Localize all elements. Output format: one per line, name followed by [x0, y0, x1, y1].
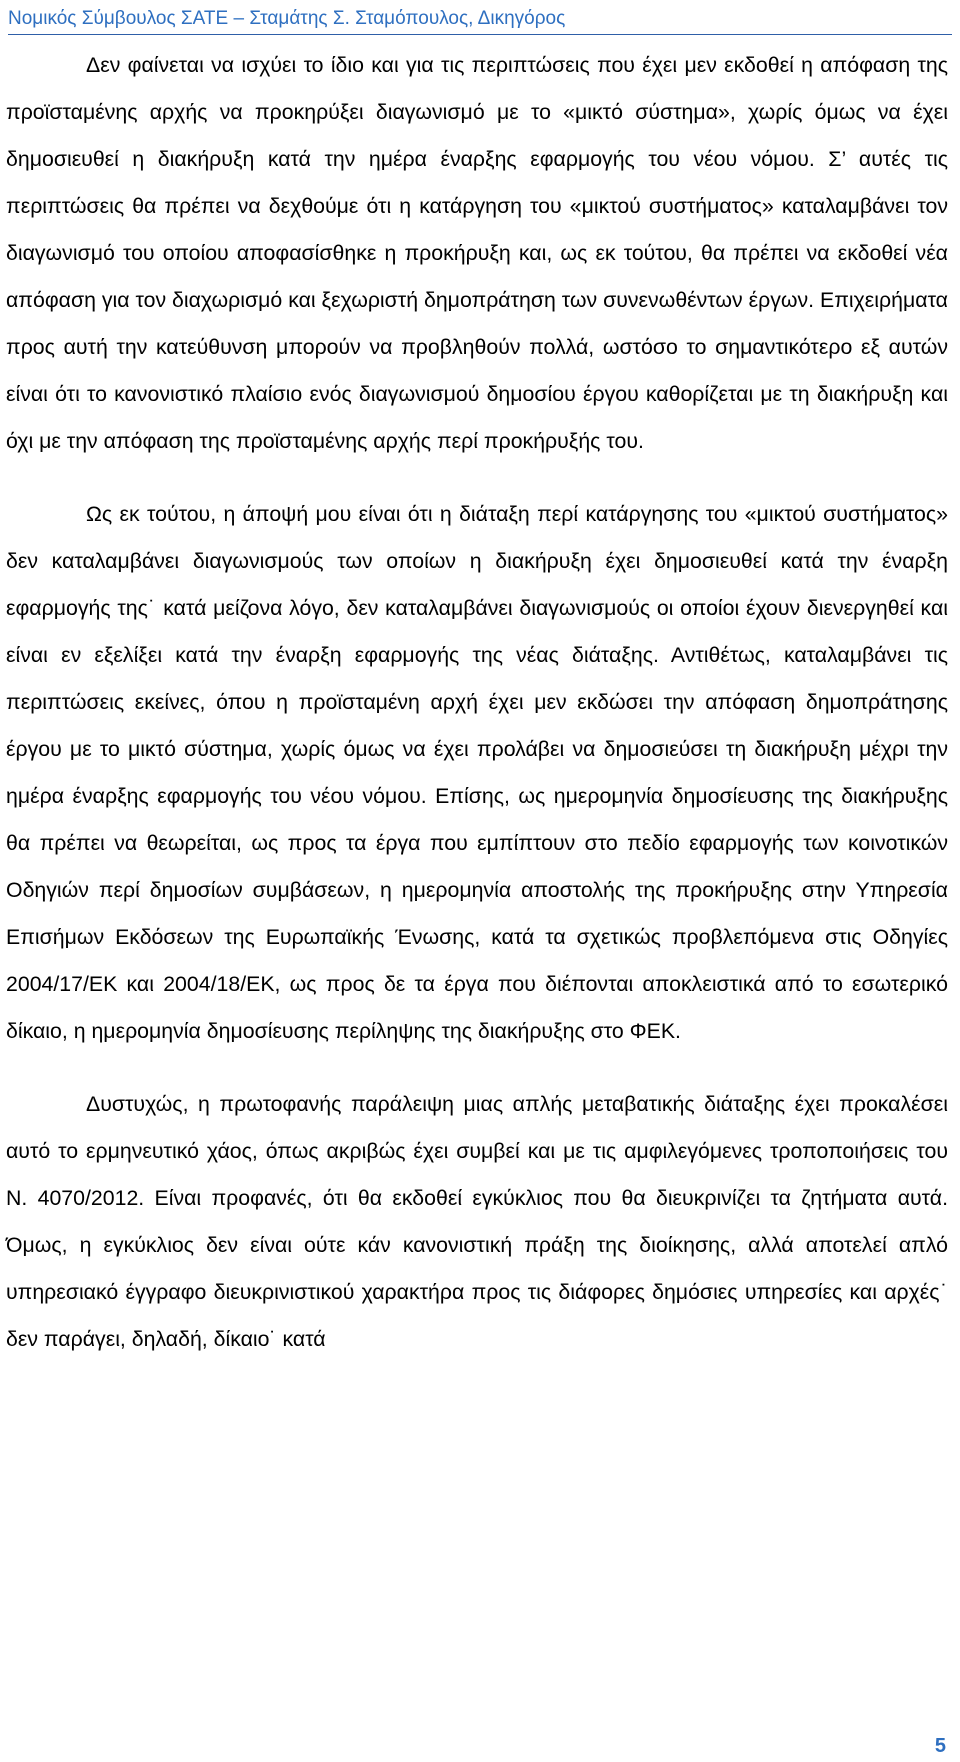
page-header	[8, 6, 952, 35]
paragraph-1: Δεν φαίνεται να ισχύει το ίδιο και για τις περιπτώσεις που έχει μεν εκδοθεί η απόφαση της προϊσταμένης αρχής να προκηρύξει διαγωνισμό με το «μικτό σύστημα», χωρίς όμως να έχει δημοσιευθεί η διακήρυξη κατά την ημέρα έναρξης εφαρμογής του νέου νόμου. Σ’ αυτές τις περιπτώσεις θα πρέπει να δεχθούμε ότι η κατάργηση του «μικτού συστήματος» καταλαμβάνει τον διαγωνισμό του οποίου αποφασίσθηκε η προκήρυξη και, ως εκ τούτου, θα πρέπει να εκδοθεί νέα απόφαση για τον διαχωρισμό και ξεχωριστή δημοπράτηση των συνενωθέντων έργων. Επιχειρήματα προς αυτή την κατεύθυνση μπορούν να προβληθούν πολλά, ωστόσο το σημαντικότερο εξ αυτών είναι ότι το κανονιστικό πλαίσιο ενός διαγωνισμού δημοσίου έργου καθορίζεται με τη διακήρυξη και όχι με την απόφαση της προϊσταμένης αρχής περί προκήρυξής του.	[6, 53, 948, 453]
page-number: 5	[934, 1735, 946, 1757]
header-title: Νομικός Σύμβουλος ΣΑΤΕ – Σταμάτης Σ. Σταμόπουλος, Δικηγόρος	[8, 8, 566, 29]
paragraph-2: Ως εκ τούτου, η άποψή μου είναι ότι η διάταξη περί κατάργησης του «μικτού συστήματος» δεν καταλαμβάνει διαγωνισμούς των οποίων η διακήρυξη έχει δημοσιευθεί κατά την έναρξη εφαρμογής της˙ κατά μείζονα λόγο, δεν καταλαμβάνει διαγωνισμούς οι οποίοι έχουν διενεργηθεί και είναι εν εξελίξει κατά την έναρξη εφαρμογής της νέας διάταξης. Αντιθέτως, καταλαμβάνει τις περιπτώσεις εκείνες, όπου η προϊσταμένη αρχή έχει μεν εκδώσει την απόφαση δημοπράτησης έργου με το μικτό σύστημα, χωρίς όμως να έχει προλάβει να δημοσιεύσει τη διακήρυξη μέχρι την ημέρα έναρξης εφαρμογής του νέου νόμου. Επίσης, ως ημερομηνία δημοσίευσης της διακήρυξης θα πρέπει να θεωρείται, ως προς τα έργα που εμπίπτουν στο πεδίο εφαρμογής των κοινοτικών Οδηγιών περί δημοσίων συμβάσεων, η ημερομηνία αποστολής της προκήρυξης στην Υπηρεσία Επισήμων Εκδόσεων της Ευρωπαϊκής Ένωσης, κατά τα σχετικώς προβλεπόμενα στις Οδηγίες 2004/17/ΕΚ και 2004/18/ΕΚ, ως προς δε τα έργα που διέπονται αποκλειστικά από το εσωτερικό δίκαιο, η ημερομηνία δημοσίευσης περίληψης της διακήρυξης στο ΦΕΚ.	[6, 502, 948, 1043]
paragraph-3: Δυστυχώς, η πρωτοφανής παράλειψη μιας απλής μεταβατικής διάταξης έχει προκαλέσει αυτό το ερμηνευτικό χάος, όπως ακριβώς έχει συμβεί και με τις αμφιλεγόμενες τροποποιήσεις του Ν. 4070/2012. Είναι προφανές, ότι θα εκδοθεί εγκύκλιος που θα διευκρινίζει τα ζητήματα αυτά. Όμως, η εγκύκλιος δεν είναι ούτε κάν κανονιστική πράξη της διοίκησης, αλλά αποτελεί απλό υπηρεσιακό έγγραφο διευκρινιστικού χαρακτήρα προς τις διάφορες δημόσιες υπηρεσίες και αρχές˙ δεν παράγει, δηλαδή, δίκαιο˙ κατά	[6, 1092, 948, 1351]
document-body	[6, 42, 948, 1389]
